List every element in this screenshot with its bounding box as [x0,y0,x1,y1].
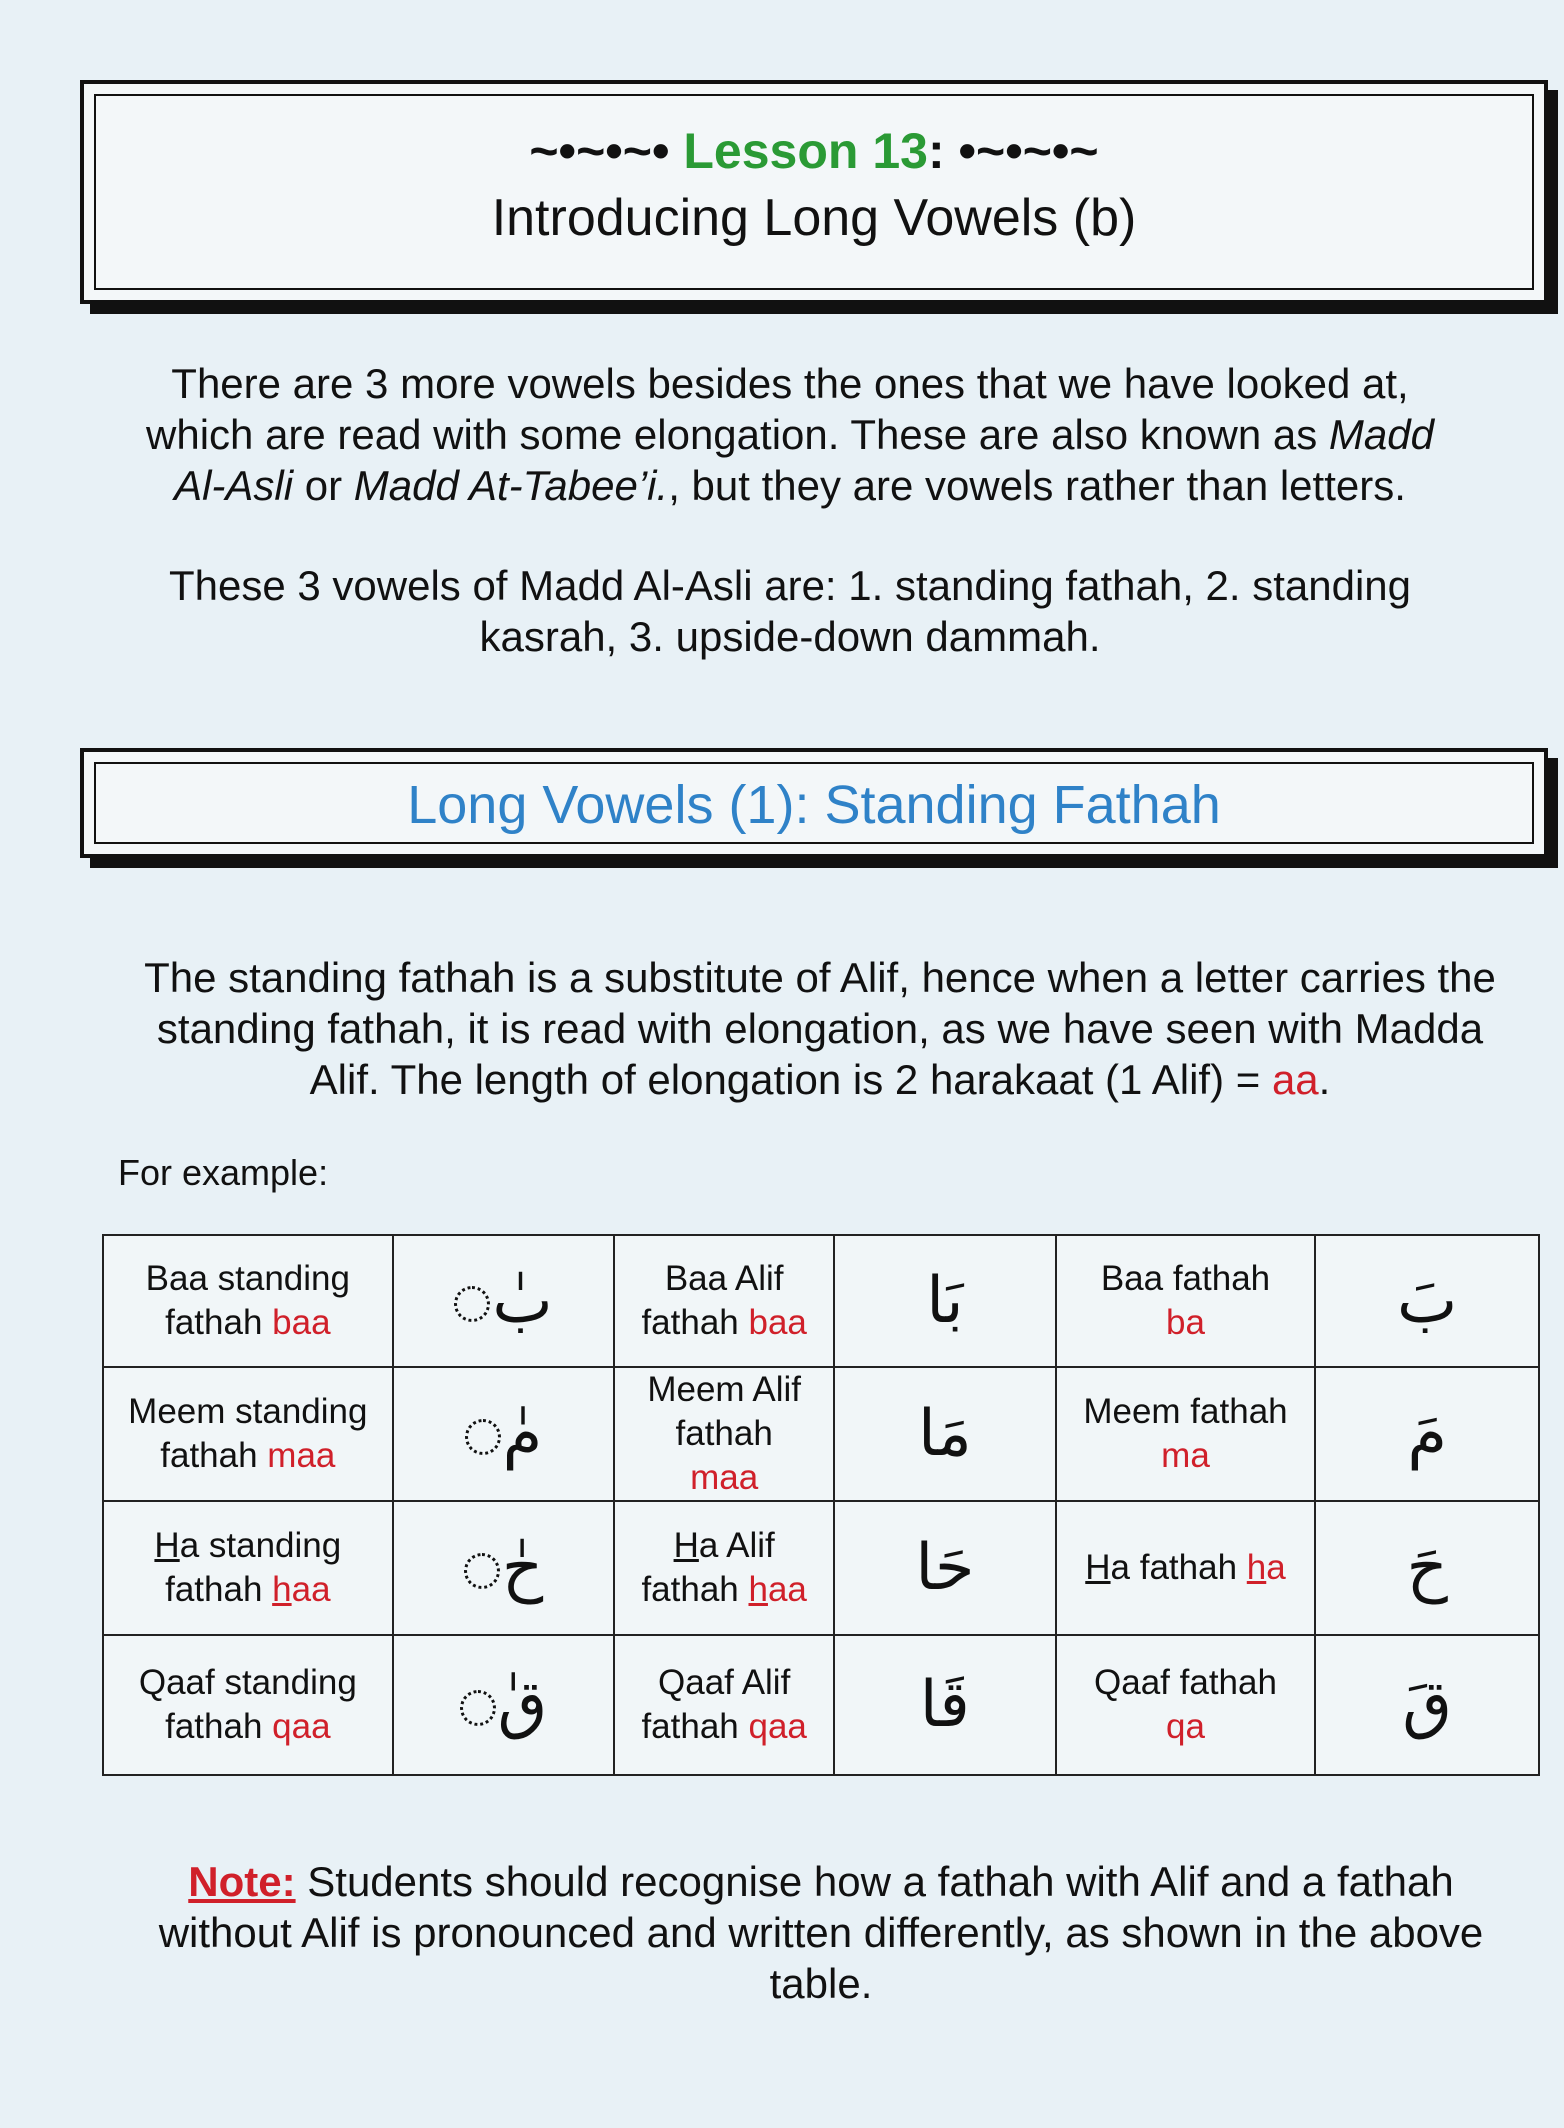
cell-sound-underlined: h [272,1570,292,1609]
arabic-letter: حٰ [501,1531,544,1605]
explanation-paragraph [130,952,1510,1105]
cell-sound: aa [767,1570,807,1609]
fathah-label [1056,1501,1316,1635]
fathah-glyph: حَ [1315,1501,1539,1635]
intro-text-b: or [293,462,354,509]
for-example-label: For example: [118,1152,329,1193]
standing-fathah-label [103,1635,393,1775]
cell-text: Baa standing fathah [145,1259,350,1342]
intro-text-a: There are 3 more vowels besides the ones that we have looked at, which are read with some elongation. These are also known as [146,360,1409,458]
fathah-glyph: بَ [1315,1235,1539,1367]
note-label: Note: [188,1858,296,1905]
cell-text: Meem Alif fathah [647,1370,801,1453]
cell-sound: ba [1166,1303,1205,1342]
cell-sound: qaa [272,1707,331,1746]
cell-sound: ma [1161,1436,1210,1475]
alif-fathah-glyph: قَا [834,1635,1056,1775]
cell-text: Baa fathah [1100,1259,1271,1298]
dotted-circle-icon [464,1553,500,1589]
cell-sound: baa [748,1303,807,1342]
cell-sound: qa [1166,1707,1205,1746]
alif-fathah-label [614,1235,834,1367]
standing-fathah-glyph [393,1235,615,1367]
standing-fathah-label [103,1367,393,1501]
underlined-letter: H [154,1526,180,1565]
standing-fathah-glyph [393,1501,615,1635]
table-row [103,1235,1539,1367]
section-title: Long Vowels (1): Standing Fathah [407,775,1221,835]
cell-text: Baa Alif fathah [641,1259,784,1342]
dotted-circle-icon [465,1419,501,1455]
cell-text: Meem standing fathah [128,1392,368,1475]
alif-fathah-label [614,1501,834,1635]
dotted-circle-icon [454,1286,490,1322]
alif-fathah-glyph: بَا [834,1235,1056,1367]
cell-sound: qaa [748,1707,807,1746]
note-text: Students should recognise how a fathah with Alif and a fathah without Alif is pronounced and written differently, as shown in the above table. [158,1858,1484,2007]
cell-text: Qaaf standing fathah [138,1663,357,1746]
cell-text: Meem fathah [1083,1392,1288,1431]
term-madd-at-tabeei: Madd At-Tabee’i. [353,462,669,509]
dotted-circle-icon [460,1690,496,1726]
arabic-letter: مٰ [502,1397,543,1471]
standing-fathah-glyph [393,1635,615,1775]
cell-text: a Alif fathah [641,1526,775,1609]
section-header-box [80,748,1548,858]
cell-sound: a [1266,1548,1286,1587]
explanation-highlight: aa [1271,1056,1319,1103]
alif-fathah-label [614,1635,834,1775]
cell-sound: baa [272,1303,331,1342]
decoration-right: •~•~•~ [958,123,1099,179]
cell-sound: aa [291,1570,331,1609]
table-row [103,1501,1539,1635]
lesson-subtitle: Introducing Long Vowels (b) [491,189,1137,247]
explanation-text: The standing fathah is a substitute of Alif, hence when a letter carries the standing fathah, it is read with elongation, as we have seen with Madda Alif. The length of elongation is 2 harakaat (1 Alif) = [144,954,1496,1103]
cell-sound-underlined: h [1246,1548,1267,1587]
table-row [103,1635,1539,1775]
cell-text: a standing fathah [165,1526,342,1609]
vowels-table [102,1234,1540,1776]
fathah-label [1056,1635,1316,1775]
cell-text: Qaaf fathah [1094,1663,1277,1702]
standing-fathah-label [103,1235,393,1367]
explanation-end: . [1318,1056,1331,1103]
alif-fathah-glyph: حَا [834,1501,1056,1635]
note-paragraph [116,1856,1526,2009]
lesson-header-box [80,80,1548,304]
alif-fathah-label [614,1367,834,1501]
arabic-letter: بٰ [492,1264,553,1338]
decoration-left: ~•~•~• [529,123,670,179]
standing-fathah-label [103,1501,393,1635]
table-row [103,1367,1539,1501]
cell-sound-underlined: h [748,1570,768,1609]
fathah-glyph: مَ [1315,1367,1539,1501]
cell-text: Qaaf Alif fathah [641,1663,791,1746]
underlined-letter: H [673,1526,699,1565]
standing-fathah-glyph [393,1367,615,1501]
intro-paragraph-2: These 3 vowels of Madd Al-Asli are: 1. standing fathah, 2. standing kasrah, 3. upside-down dammah. [168,562,1412,660]
lesson-title [84,122,1544,180]
fathah-label [1056,1367,1316,1501]
cell-text: a fathah [1110,1548,1247,1587]
arabic-letter: قٰ [497,1668,548,1742]
underlined-letter: H [1085,1548,1111,1587]
cell-sound: maa [267,1436,336,1475]
lesson-colon: : [927,123,945,179]
cell-sound: maa [690,1458,759,1497]
intro-paragraph-1 [120,358,1460,511]
alif-fathah-glyph: مَا [834,1367,1056,1501]
lesson-number: Lesson 13 [683,123,928,179]
intro-text-c: , but they are vowels rather than letters. [668,462,1406,509]
fathah-glyph: قَ [1315,1635,1539,1775]
fathah-label [1056,1235,1316,1367]
term-madd-al-asli: Madd Al-Asli [174,411,1434,509]
